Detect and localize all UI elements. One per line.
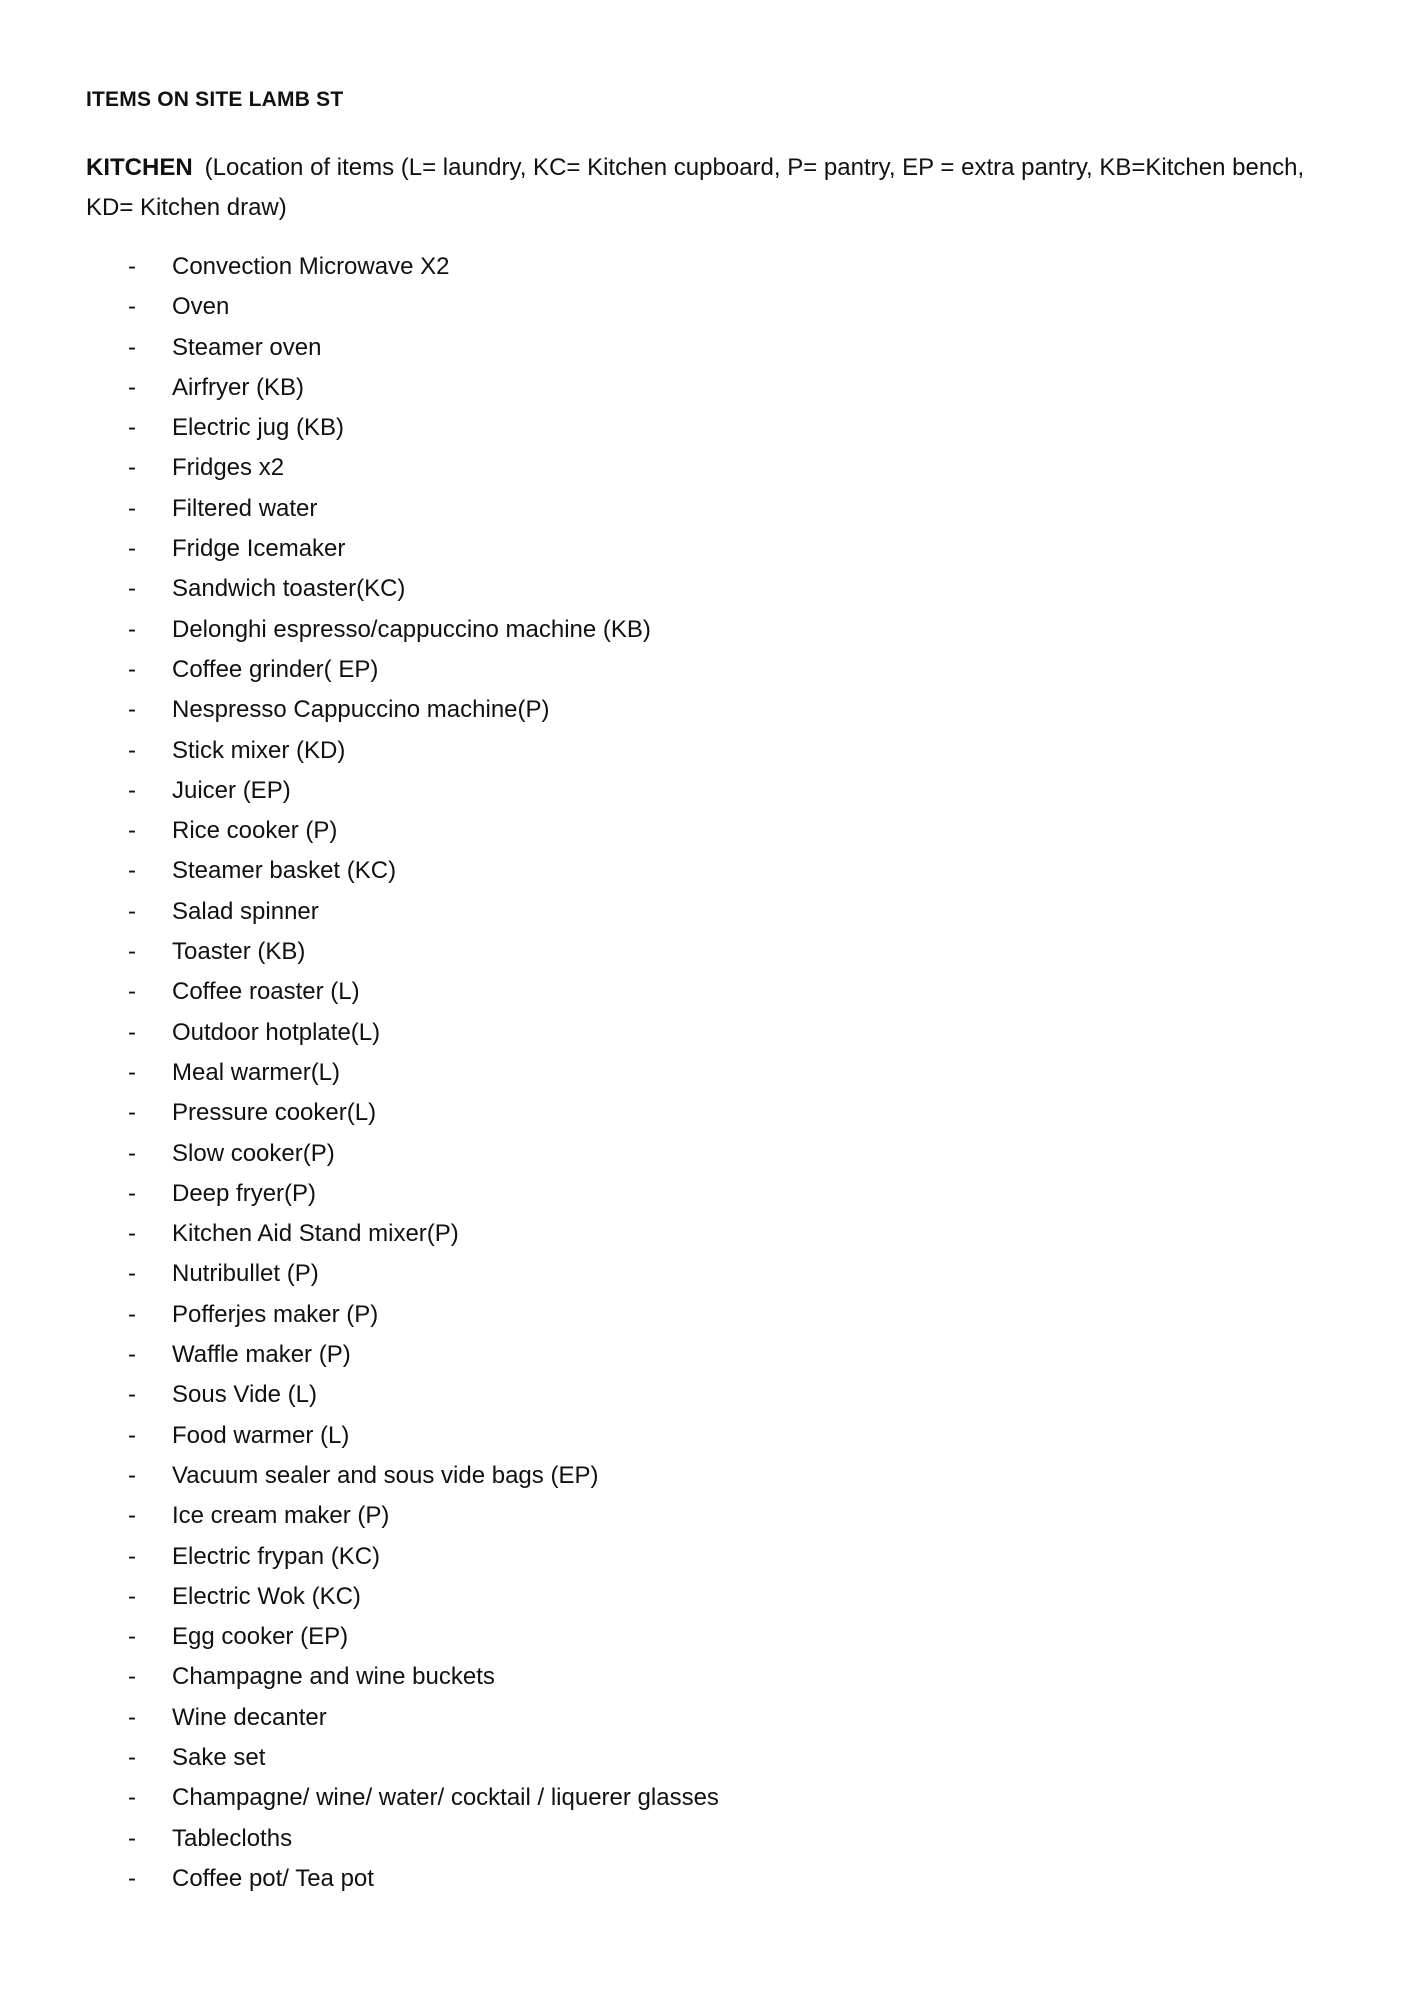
- list-bullet-dash: -: [128, 938, 136, 966]
- list-item-text: Toaster (KB): [172, 938, 306, 966]
- list-bullet-dash: -: [128, 1381, 136, 1409]
- list-item-text: Electric Wok (KC): [172, 1582, 361, 1610]
- list-bullet-dash: -: [128, 978, 136, 1006]
- location-legend: (Location of items (L= laundry, KC= Kitchen cupboard, P= pantry, EP = extra pantry, KB=Kitchen bench, KD= Kitchen draw): [86, 154, 1305, 221]
- list-item-text: Champagne and wine buckets: [172, 1663, 495, 1691]
- list-bullet-dash: -: [128, 1139, 136, 1167]
- list-item-text: Pofferjes maker (P): [172, 1300, 379, 1328]
- list-item-text: Fridge Icemaker: [172, 535, 346, 563]
- list-item-text: Delonghi espresso/cappuccino machine (KB): [172, 615, 651, 643]
- list-bullet-dash: -: [128, 1703, 136, 1731]
- list-bullet-dash: -: [128, 655, 136, 683]
- list-item-text: Nutribullet (P): [172, 1260, 319, 1288]
- list-bullet-dash: -: [128, 1260, 136, 1288]
- list-bullet-dash: -: [128, 696, 136, 724]
- list-bullet-dash: -: [128, 1824, 136, 1852]
- list-bullet-dash: -: [128, 1502, 136, 1530]
- list-item-text: Steamer oven: [172, 333, 322, 361]
- list-item-text: Vacuum sealer and sous vide bags (EP): [172, 1461, 599, 1489]
- list-item-text: Wine decanter: [172, 1703, 327, 1731]
- list-item-text: Coffee grinder( EP): [172, 655, 379, 683]
- list-item-text: Nespresso Cappuccino machine(P): [172, 696, 550, 724]
- list-item-text: Convection Microwave X2: [172, 253, 450, 280]
- list-bullet-dash: -: [128, 857, 136, 885]
- list-bullet-dash: -: [128, 1179, 136, 1207]
- list-bullet-dash: -: [128, 1623, 136, 1651]
- list-bullet-dash: -: [128, 253, 136, 280]
- list-item-text: Electric jug (KB): [172, 414, 345, 442]
- list-bullet-dash: -: [128, 1018, 136, 1046]
- document-title: ITEMS ON SITE LAMB ST: [86, 88, 344, 111]
- list-item-text: Oven: [172, 293, 230, 321]
- list-bullet-dash: -: [128, 817, 136, 845]
- list-item-text: Sous Vide (L): [172, 1381, 317, 1409]
- list-item-text: Electric frypan (KC): [172, 1542, 381, 1570]
- list-bullet-dash: -: [128, 897, 136, 925]
- list-item-text: Coffee roaster (L): [172, 978, 360, 1006]
- list-bullet-dash: -: [128, 494, 136, 522]
- list-bullet-dash: -: [128, 1864, 136, 1892]
- list-item-text: Salad spinner: [172, 897, 319, 925]
- list-bullet-dash: -: [128, 1058, 136, 1086]
- list-bullet-dash: -: [128, 1461, 136, 1489]
- section-intro: [86, 148, 1336, 228]
- list-bullet-dash: -: [128, 1341, 136, 1369]
- list-item-text: Food warmer (L): [172, 1421, 350, 1449]
- list-bullet-dash: -: [128, 575, 136, 603]
- list-bullet-dash: -: [128, 333, 136, 361]
- list-item-text: Filtered water: [172, 494, 318, 522]
- list-bullet-dash: -: [128, 1099, 136, 1127]
- list-item-text: Outdoor hotplate(L): [172, 1018, 381, 1046]
- list-bullet-dash: -: [128, 1300, 136, 1328]
- list-item-text: Stick mixer (KD): [172, 736, 346, 764]
- list-item-text: Juicer (EP): [172, 776, 291, 804]
- list-item-text: Deep fryer(P): [172, 1179, 317, 1207]
- list-item-text: Kitchen Aid Stand mixer(P): [172, 1220, 459, 1248]
- list-item-text: Meal warmer(L): [172, 1058, 341, 1086]
- list-item-text: Champagne/ wine/ water/ cocktail / liquerer glasses: [172, 1784, 719, 1812]
- list-bullet-dash: -: [128, 535, 136, 563]
- list-bullet-dash: -: [128, 1421, 136, 1449]
- list-bullet-dash: -: [128, 1743, 136, 1771]
- list-item-text: Slow cooker(P): [172, 1139, 335, 1167]
- list-item-text: Pressure cooker(L): [172, 1099, 377, 1127]
- list-item-text: Tablecloths: [172, 1824, 293, 1852]
- list-item-text: Steamer basket (KC): [172, 857, 397, 885]
- list-item-text: Airfryer (KB): [172, 373, 304, 401]
- list-bullet-dash: -: [128, 293, 136, 321]
- list-bullet-dash: -: [128, 736, 136, 764]
- list-bullet-dash: -: [128, 1784, 136, 1812]
- list-item-text: Fridges x2: [172, 454, 285, 482]
- list-item-text: Waffle maker (P): [172, 1341, 351, 1369]
- list-bullet-dash: -: [128, 1542, 136, 1570]
- list-item-text: Rice cooker (P): [172, 817, 338, 845]
- list-bullet-dash: -: [128, 1663, 136, 1691]
- list-item-text: Ice cream maker (P): [172, 1502, 390, 1530]
- list-item-text: Sandwich toaster(KC): [172, 575, 406, 603]
- list-item-text: Sake set: [172, 1743, 266, 1771]
- list-bullet-dash: -: [128, 1220, 136, 1248]
- list-bullet-dash: -: [128, 776, 136, 804]
- list-bullet-dash: -: [128, 414, 136, 442]
- section-heading-kitchen: KITCHEN: [86, 154, 193, 181]
- list-item-text: Coffee pot/ Tea pot: [172, 1864, 374, 1892]
- list-bullet-dash: -: [128, 373, 136, 401]
- list-bullet-dash: -: [128, 1582, 136, 1610]
- list-item-text: Egg cooker (EP): [172, 1623, 349, 1651]
- list-bullet-dash: -: [128, 454, 136, 482]
- list-bullet-dash: -: [128, 615, 136, 643]
